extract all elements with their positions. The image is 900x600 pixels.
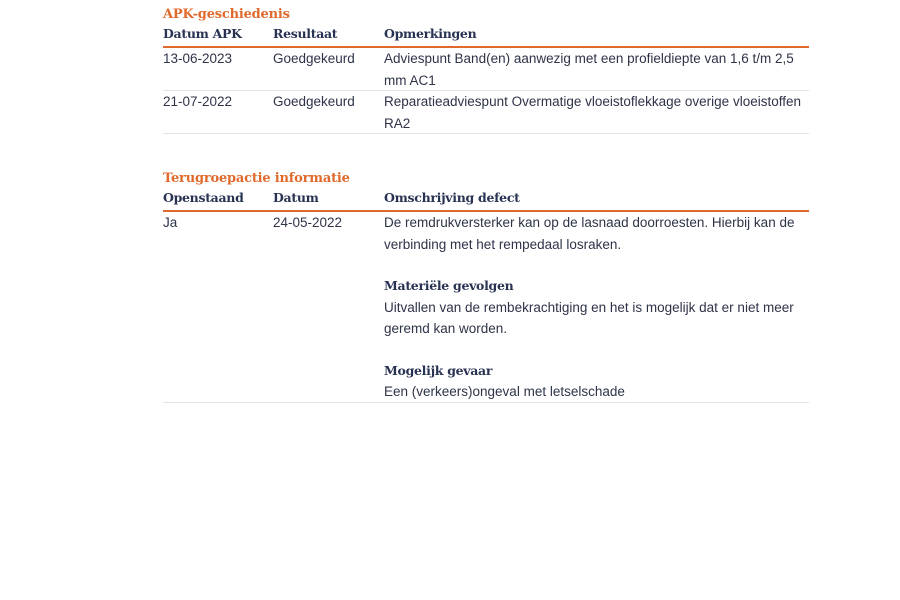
apk-table-header <box>163 24 809 48</box>
recall-title: Terugroepactie informatie <box>163 171 350 186</box>
apk-date: 21-07-2022 <box>163 94 233 109</box>
apk-result: Goedgekeurd <box>273 51 355 66</box>
apk-history-title: APK-geschiedenis <box>163 7 290 22</box>
header-result: Resultaat <box>273 26 338 41</box>
recall-description-cell <box>384 212 809 403</box>
danger-heading: Mogelijk gevaar <box>384 362 493 378</box>
consequences-heading: Materiële gevolgen <box>384 278 514 293</box>
header-date-apk: Datum APK <box>163 26 242 41</box>
apk-remarks: Reparatieadviespunt Overmatige vloeistoflekkage overige vloeistoffen RA2 <box>384 94 801 131</box>
table-row <box>163 48 809 91</box>
apk-date: 13-06-2023 <box>163 51 233 66</box>
table-row <box>163 212 809 403</box>
header-remarks: Opmerkingen <box>384 26 477 41</box>
recall-table-header <box>163 188 809 212</box>
defect-description: De remdrukversterker kan op de lasnaad doorroesten. Hierbij kan de verbinding met het rempedaal losraken. <box>384 215 795 252</box>
consequences-text: Uitvallen van de rembekrachtiging en het is mogelijk dat er niet meer geremd kan worden. <box>384 299 794 336</box>
apk-remarks: Adviespunt Band(en) aanwezig met een profieldiepte van 1,6 t/m 2,5 mm AC1 <box>384 51 794 88</box>
table-row <box>163 91 809 134</box>
header-open: Openstaand <box>163 190 244 205</box>
recall-open: Ja <box>163 215 178 230</box>
recall-section <box>163 170 809 403</box>
danger-text: Een (verkeers)ongeval met letselschade <box>384 384 625 399</box>
header-date: Datum <box>273 190 319 205</box>
recall-date: 24-05-2022 <box>273 215 343 230</box>
header-description: Omschrijving defect <box>384 190 520 205</box>
apk-history-section <box>163 6 809 134</box>
apk-result: Goedgekeurd <box>273 94 355 109</box>
